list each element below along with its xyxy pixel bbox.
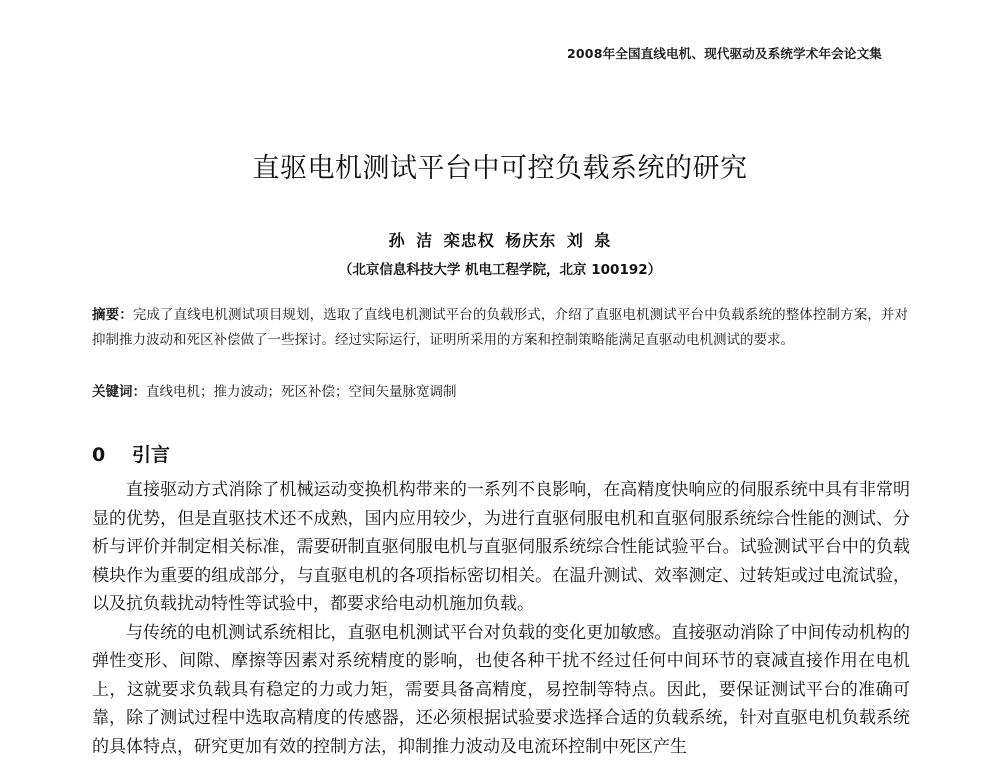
running-header: 2008年全国直线电机、现代驱动及系统学术年会论文集 — [567, 44, 882, 62]
keywords — [92, 380, 908, 405]
abstract-label: 摘要： — [92, 307, 133, 323]
body-paragraph: 直接驱动方式消除了机械运动变换机构带来的一系列不良影响，在高精度快响应的伺服系统中具有非常明显的优势，但是直驱技术还不成熟，国内应用较少，为进行直驱伺服电机和直驱伺服系统综合性能的测试、分析与评价并制定相关标准，需要研制直驱伺服电机与直驱伺服系统综合性能试验平台。试验测试平台中的负载模块作为重要的组成部分，与直驱电机的各项指标密切相关。在温升测试、效率测定、过转矩或过电流试验，以及抗负载扰动特性等试验中，都要求给电动机施加负载。 — [92, 476, 910, 619]
body-paragraph: 与传统的电机测试系统相比，直驱电机测试平台对负载的变化更加敏感。直接驱动消除了中间传动机构的弹性变形、间隙、摩擦等因素对系统精度的影响，也使各种干扰不经过任何中间环节的衰减直接作用在电机上，这就要求负载具有稳定的力或力矩，需要具备高精度，易控制等特点。因此，要保证测试平台的准确可靠，除了测试过程中选取高精度的传感器，还必须根据试验要求选择合适的负载系统，针对直驱电机负载系统的具体特点，研究更加有效的控制方法，抑制推力波动及电流环控制中死区产生 — [92, 619, 910, 761]
section-title: 引言 — [132, 444, 170, 466]
author-list: 孙 洁 栾忠权 杨庆东 刘 泉 — [0, 228, 1000, 251]
abstract-text: 完成了直线电机测试项目规划，选取了直线电机测试平台的负载形式，介绍了直驱电机测试平台中负载系统的整体控制方案，并对抑制推力波动和死区补偿做了一些探讨。经过实际运行，证明所采用的方案和控制策略能满足直驱动电机测试的要求。 — [92, 307, 908, 348]
body-text — [92, 476, 910, 761]
keywords-label: 关键词： — [92, 384, 146, 400]
section-heading — [92, 440, 170, 467]
affiliation: （北京信息科技大学 机电工程学院，北京 100192） — [0, 258, 1000, 278]
section-number: 0 — [92, 444, 132, 466]
paper-title: 直驱电机测试平台中可控负载系统的研究 — [0, 146, 1000, 185]
keywords-text: 直线电机；推力波动；死区补偿；空间矢量脉宽调制 — [146, 384, 457, 400]
abstract — [92, 303, 908, 353]
